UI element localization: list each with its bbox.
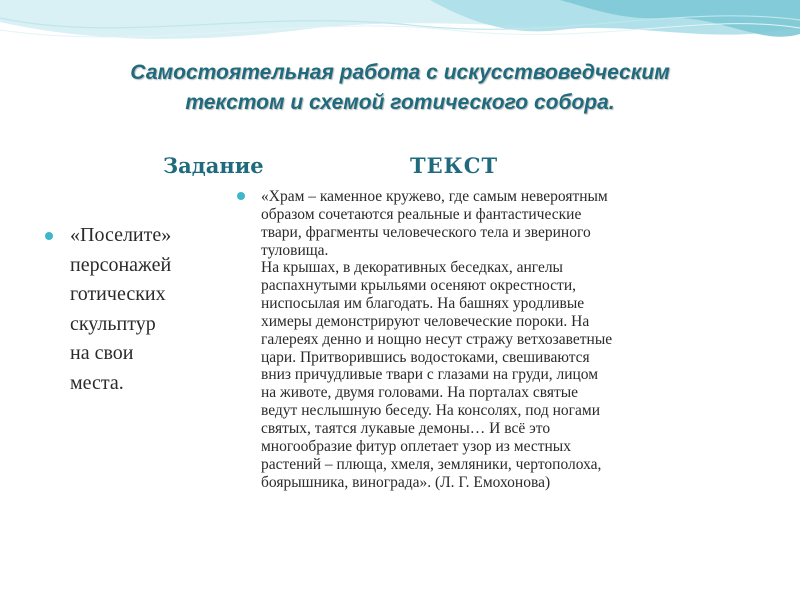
quote-text-line: «Храм – каменное кружево, где самым невероятным xyxy=(261,188,608,205)
quote-text-line: туловища. xyxy=(261,241,329,259)
quote-text-line: химеры демонстрируют человеческие пороки. На xyxy=(261,312,590,330)
task-text xyxy=(70,221,220,398)
task-heading: Задание xyxy=(163,153,264,178)
quote-text-line: многообразие фитур оплетает узор из местных xyxy=(261,437,571,455)
task-bullet-icon xyxy=(45,232,53,240)
quote-text-line: святых, таятся лукавые демоны… И всё это xyxy=(261,419,551,437)
quote-text-line: ведут неслышную беседу. На консолях, под ногами xyxy=(261,402,601,420)
quote-text-line: цари. Притворившись водостоками, свешиваются xyxy=(261,348,590,366)
task-text-line: скульптур xyxy=(70,312,156,335)
text-bullet-icon xyxy=(237,192,245,200)
quote-text-line: образом сочетаются реальные и фантастические xyxy=(261,205,582,223)
quote-text-line: ниспосылая им благодать. На башнях уродливые xyxy=(261,295,585,313)
quote-text-line: На крышах, в декоративных беседках, ангелы xyxy=(261,259,563,277)
slide-title-line: Самостоятельная работа с искусствоведческим xyxy=(130,61,670,84)
task-text-line: «Поселите» xyxy=(70,224,172,246)
task-text-line: места. xyxy=(70,371,124,394)
quote-text-line: вниз причудливые твари с глазами на груди, лицом xyxy=(261,366,599,384)
slide-title xyxy=(30,58,770,118)
slide-title-line: текстом и схемой готического собора. xyxy=(185,91,615,114)
quote-text-line: распахнутыми крыльями осеняют окрестности, xyxy=(261,277,576,295)
quote-text-line: растений – плюща, хмеля, земляники, чертополоха, xyxy=(261,455,602,473)
decorative-wave-banner xyxy=(0,0,800,60)
quote-text-line: на животе, двумя головами. На порталах святые xyxy=(261,384,579,402)
text-heading: ТЕКСТ xyxy=(410,153,499,178)
quote-text xyxy=(261,188,781,491)
quote-text-line: твари, фрагменты человеческого тела и звериного xyxy=(261,223,591,241)
quote-text-line: галереях денно и нощно несут стражу ветхозаветные xyxy=(261,330,613,348)
task-text-line: на свои xyxy=(70,342,134,364)
task-text-line: персонажей xyxy=(70,253,172,276)
task-text-line: готических xyxy=(70,283,166,305)
quote-text-line: боярышника, винограда». (Л. Г. Емохонова) xyxy=(261,473,551,491)
